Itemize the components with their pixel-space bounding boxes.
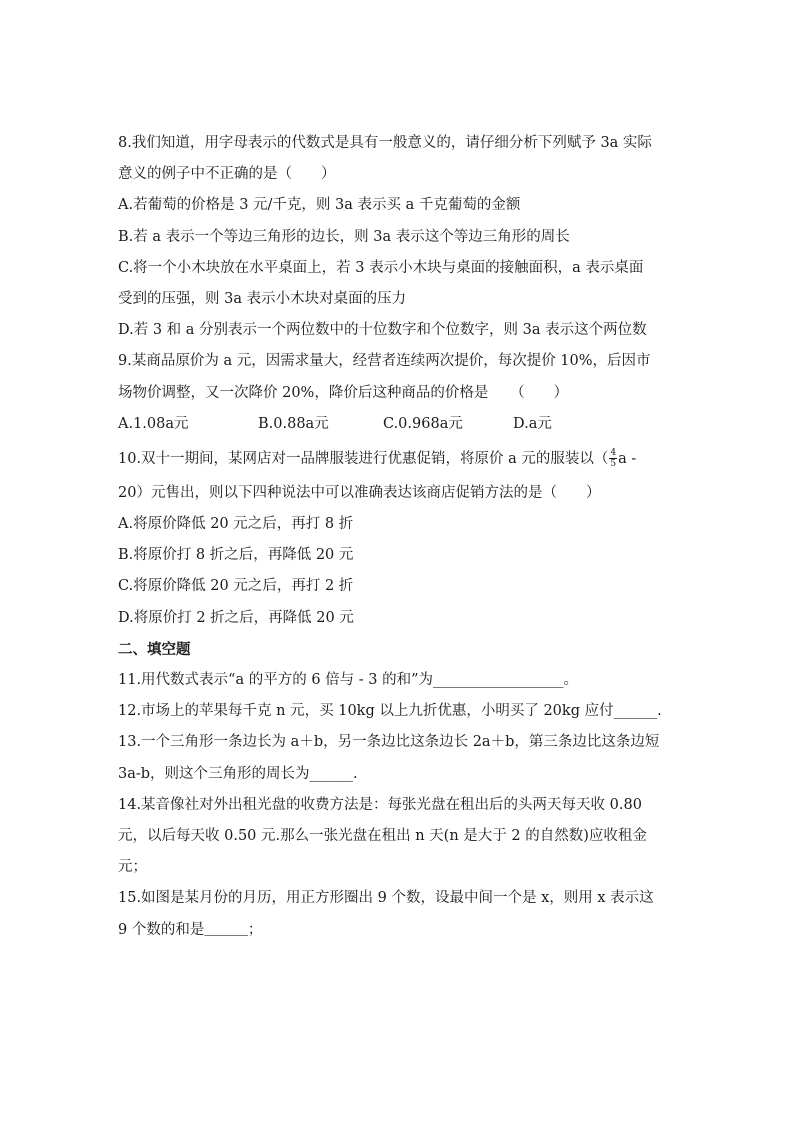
question-9-option-d: D.a元 [513, 415, 552, 432]
question-9-option-a: A.1.08a元 [118, 415, 189, 432]
question-10-option-a: A.将原价降低 20 元之后，再打 8 折 [118, 516, 354, 533]
question-9-option-b: B.0.88a元 [258, 415, 329, 432]
question-13-line1: 13.一个三角形一条边长为 a＋b，另一条边比这条边长 2a＋b，第三条边比这条边短 [118, 734, 660, 751]
question-10-stem-line2: 20）元售出，则以下四种说法中可以准确表达该商店促销方法的是（ ） [118, 484, 601, 501]
fraction-denominator: 5 [610, 459, 617, 470]
question-11: 11.用代数式表示“a 的平方的 6 倍与 - 3 的和”为__________________。 [118, 672, 579, 688]
question-8-stem-line2: 意义的例子中不正确的是（ ） [118, 166, 336, 183]
question-15-line2: 9 个数的和是＿＿＿； [118, 921, 263, 938]
question-10-stem-tail: a - [618, 450, 637, 467]
document-page [118, 128, 708, 946]
question-15-line1: 15.如图是某月份的月历，用正方形圈出 9 个数，设最中间一个是 x，则用 x 表示这 [118, 890, 654, 907]
question-14-line2: 元，以后每天收 0.50 元.那么一张光盘在租出 n 天(n 是大于 2 的自然数)应收租金 [118, 827, 647, 844]
question-14-line3: 元； [118, 859, 147, 876]
question-9-stem-line1: 9.某商品原价为 a 元，因需求量大，经营者连续两次提价，每次提价 10%，后因市 [118, 353, 651, 370]
question-10-option-d: D.将原价打 2 折之后，再降低 20 元 [118, 609, 354, 626]
fraction-numerator: 4 [610, 448, 617, 459]
question-8-option-b: B.若 a 表示一个等边三角形的边长，则 3a 表示这个等边三角形的周长 [118, 228, 570, 245]
question-10-option-b: B.将原价打 8 折之后，再降低 20 元 [118, 547, 354, 564]
question-10-stem-text: 10.双十一期间，某网店对一品牌服装进行优惠促销，将原价 a 元的服装以（ [118, 450, 609, 467]
question-10-option-c: C.将原价降低 20 元之后，再打 2 折 [118, 578, 354, 595]
question-9-stem-line2: 场物价调整，又一次降价 20%，降价后这种商品的价格是 （ ） [118, 384, 569, 401]
question-8-stem-line1: 8.我们知道，用字母表示的代数式是具有一般意义的，请仔细分析下列赋予 3a 实际 [118, 135, 652, 151]
question-10-stem-line1 [118, 440, 708, 478]
fraction [609, 448, 617, 469]
section-heading-fill-in: 二、填空题 [118, 640, 191, 658]
question-13-line2: 3a-b，则这个三角形的周长为______. [118, 765, 358, 782]
question-8-option-c-line2: 受到的压强，则 3a 表示小木块对桌面的压力 [118, 290, 407, 307]
question-14-line1: 14.某音像社对外出租光盘的收费方法是：每张光盘在租出后的头两天每天收 0.80 [118, 796, 642, 813]
question-8-option-c-line1: C.将一个小木块放在水平桌面上，若 3 表示小木块与桌面的接触面积，a 表示桌面 [118, 259, 644, 276]
question-8-option-d: D.若 3 和 a 分别表示一个两位数中的十位数字和个位数字，则 3a 表示这个两位数 [118, 322, 647, 339]
question-8-option-a: A.若葡萄的价格是 3 元/千克，则 3a 表示买 a 千克葡萄的金额 [118, 197, 521, 214]
question-9-option-c: C.0.968a元 [383, 415, 463, 432]
question-12: 12.市场上的苹果每千克 n 元，买 10kg 以上九折优惠，小明买了 20kg 应付______. [118, 703, 662, 720]
question-9-options [118, 409, 708, 440]
